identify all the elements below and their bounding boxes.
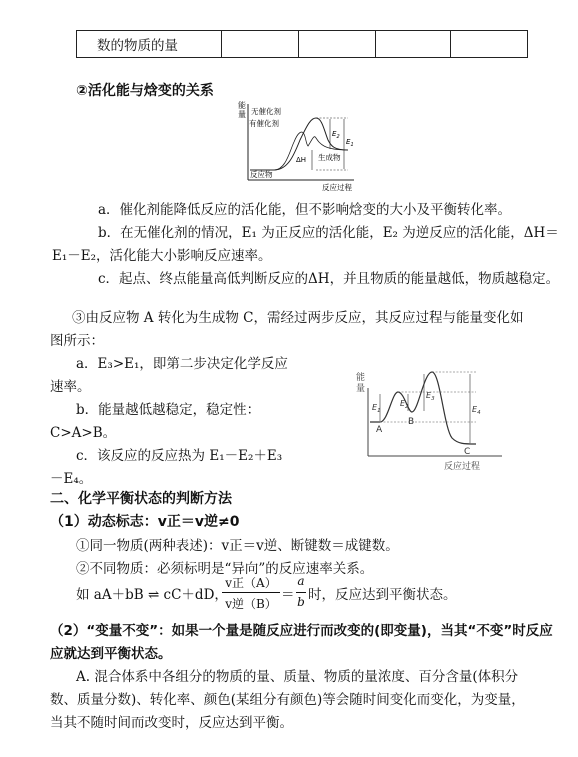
section-heading: ②活化能与焓变的关系 bbox=[76, 83, 214, 99]
text-line: C>A>B。 bbox=[50, 425, 117, 441]
subsection-title: 应就达到平衡状态。 bbox=[50, 646, 172, 662]
y-axis-label: 量 bbox=[238, 110, 246, 119]
svg-text:E3: $E_3$ bbox=[426, 391, 435, 402]
text-line: E₁－E₂，活化能大小影响反应速率。 bbox=[52, 248, 272, 264]
rate-fraction-numerator: v正（A） bbox=[225, 576, 277, 590]
rate-fraction-denominator: v逆（B） bbox=[225, 597, 277, 611]
product-label: 生成物 bbox=[318, 153, 341, 162]
reactant-label: 反应物 bbox=[250, 170, 273, 179]
fraction-bar bbox=[222, 592, 280, 593]
label-C: C bbox=[464, 447, 471, 457]
text-line: b．能量越低越稳定，稳定性： bbox=[76, 402, 261, 418]
table-cell bbox=[376, 31, 451, 58]
text-line: A. 混合体系中各组分的物质的量、质量、物质的量浓度、百分含量(体积分 bbox=[76, 669, 519, 685]
svg-text:E2: $E_2$ bbox=[400, 399, 409, 410]
subsection-title: （2）“变量不变”：如果一个量是随反应进行而改变的(即变量)，当其“不变”时反应 bbox=[50, 623, 553, 639]
text-line: ②不同物质：必须标明是“异向”的反应速率关系。 bbox=[76, 561, 374, 577]
text-line: ③由反应物 A 转化为生成物 C，需经过两步反应，其反应过程与能量变化如 bbox=[72, 310, 524, 326]
y-axis-label: 能 bbox=[238, 101, 246, 110]
svg-text:E1: $E_1$ bbox=[372, 403, 381, 414]
fraction-bar bbox=[296, 592, 306, 593]
subsection-title: （1）动态标志：v正＝v逆≠0 bbox=[50, 514, 240, 530]
svg-text:E2: $E_2$ bbox=[332, 130, 340, 140]
activation-energy-chart bbox=[236, 100, 356, 192]
label-A: A bbox=[376, 425, 383, 435]
y-axis-label: 能 bbox=[356, 373, 366, 383]
table-cell: 数的物质的量 bbox=[77, 31, 222, 58]
equals-sign: ＝ bbox=[281, 587, 295, 603]
text-line: 数、质量分数)、转化率、颜色(某组分有颜色)等会随时间变化而变化，为变量， bbox=[50, 692, 525, 708]
text-line: 速率。 bbox=[50, 379, 91, 395]
table-row bbox=[77, 31, 528, 58]
fraction-denominator: b bbox=[297, 595, 305, 609]
svg-text:E4: $E_4$ bbox=[472, 405, 481, 416]
text-line: ①同一物质(两种表述)：v正＝v逆、断键数＝成键数。 bbox=[76, 538, 399, 554]
text-line: 当其不随时间而改变时，反应达到平衡。 bbox=[50, 715, 293, 731]
svg-text:E1: $E_1$ bbox=[346, 138, 354, 148]
y-axis-label: 量 bbox=[356, 384, 366, 394]
text-line: c．起点、终点能量高低判断反应的ΔH，并且物质的能量越低，物质越稳定。 bbox=[98, 271, 560, 287]
text-line: 图所示： bbox=[50, 333, 104, 349]
x-axis-label: 反应过程 bbox=[444, 462, 481, 472]
energy-curve bbox=[370, 372, 476, 444]
two-step-energy-chart bbox=[352, 368, 512, 472]
text-line: a．催化剂能降低反应的活化能，但不影响焓变的大小及平衡转化率。 bbox=[98, 202, 512, 218]
part-title: 二、化学平衡状态的判断方法 bbox=[50, 491, 232, 507]
table-cell bbox=[451, 31, 528, 58]
text-line: 时，反应达到平衡状态。 bbox=[308, 587, 457, 603]
text-line: c．该反应的反应热为 E₁－E₂＋E₃ bbox=[76, 448, 283, 464]
text-line: 如 aA＋bB ⇌ cC＋dD， bbox=[76, 587, 228, 603]
data-table bbox=[76, 30, 528, 58]
fraction-numerator: a bbox=[297, 574, 305, 588]
x-axis-label: 反应过程 bbox=[322, 183, 352, 192]
text-line: －E₄。 bbox=[50, 471, 93, 487]
text-line: b．在无催化剂的情况，E₁ 为正反应的活化能，E₂ 为逆反应的活化能，ΔH＝ bbox=[98, 225, 559, 241]
catalyst-label: 有催化剂 bbox=[249, 119, 279, 128]
text-line: a．E₃>E₁，即第二步决定化学反应 bbox=[76, 356, 288, 372]
table-cell bbox=[222, 31, 299, 58]
label-B: B bbox=[408, 417, 415, 427]
dh-label: ΔH bbox=[296, 156, 307, 164]
no-catalyst-label: 无催化剂 bbox=[251, 107, 281, 116]
table-cell bbox=[299, 31, 376, 58]
